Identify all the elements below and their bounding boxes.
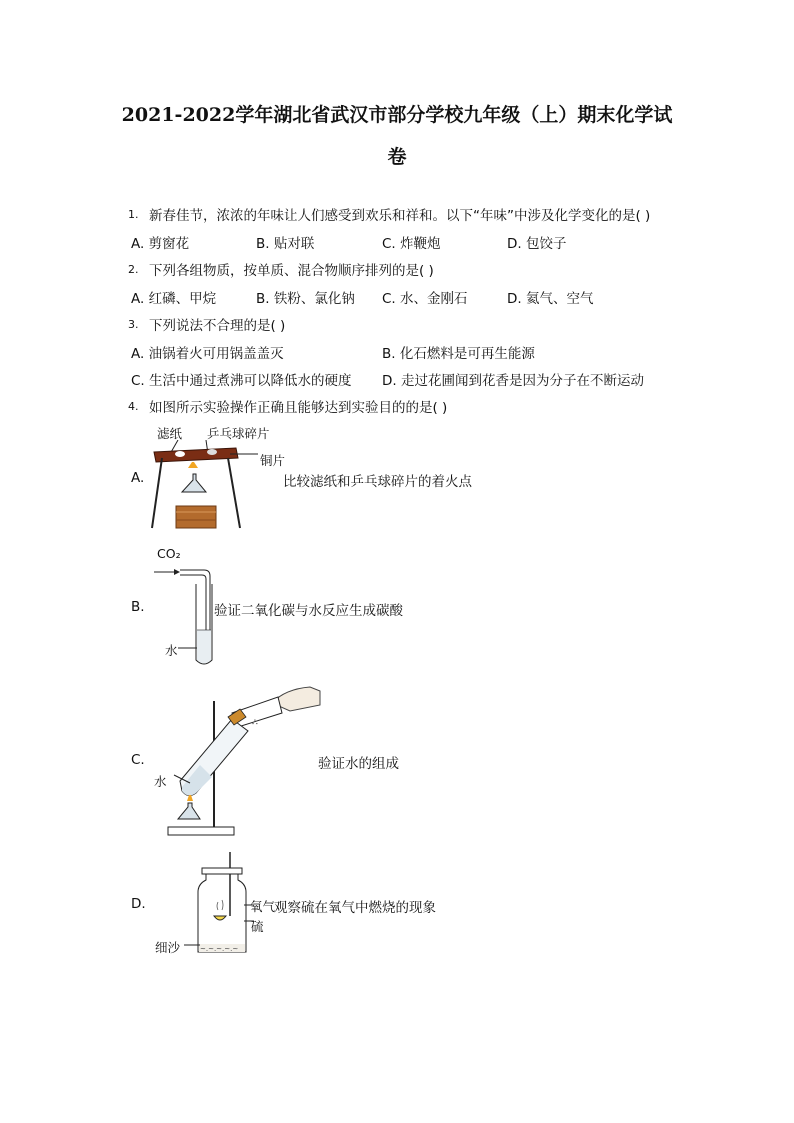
option-b: B. 铁粉、氯化钠 — [256, 291, 355, 307]
option-c-letter: C. — [131, 752, 145, 768]
option-d: D. 包饺子 — [507, 236, 567, 252]
option-b-desc: 验证二氧化碳与水反应生成碳酸 — [214, 603, 403, 619]
oxygen-label: 氧气 — [250, 899, 276, 914]
option-d-letter: D. — [131, 896, 146, 912]
option-a-letter: A. — [131, 470, 145, 486]
heating-water-diagram — [160, 683, 325, 839]
pingpong-label: 乒乓球碎片 — [207, 426, 270, 441]
question-number: 3. — [128, 318, 139, 331]
svg-text:∴: ∴ — [252, 718, 258, 728]
option-c: C. 水、金刚石 — [382, 291, 468, 307]
option-c-desc: 验证水的组成 — [318, 756, 399, 772]
option-a: A. 剪窗花 — [131, 236, 190, 252]
question-stem: 如图所示实验操作正确且能够达到实验目的的是( ) — [149, 400, 448, 416]
option-c: C. 炸鞭炮 — [382, 236, 441, 252]
title-line-2: 卷 — [387, 146, 407, 168]
svg-text:~.~.~.~.~: ~.~.~.~.~ — [200, 945, 239, 953]
sand-label: 细沙 — [155, 940, 181, 955]
question-number: 4. — [128, 400, 139, 413]
gas-bottle-diagram — [196, 852, 248, 956]
sulfur-label: 硫 — [251, 919, 264, 934]
water-label: 水 — [154, 774, 167, 789]
option-b: B. 化石燃料是可再生能源 — [382, 346, 535, 362]
copper-label: 铜片 — [260, 453, 286, 468]
sand-pointer-line — [184, 940, 200, 950]
filter-paper-label: 滤纸 — [157, 426, 183, 441]
question-number: 1. — [128, 208, 139, 221]
option-b: B. 贴对联 — [256, 236, 315, 252]
option-a-desc: 比较滤纸和乒乓球碎片的着火点 — [283, 474, 472, 490]
option-d: D. 走过花圃闻到花香是因为分子在不断运动 — [382, 373, 644, 389]
question-stem: 下列说法不合理的是( ) — [149, 318, 286, 334]
co2-label: CO₂ — [157, 546, 181, 561]
option-d: D. 氦气、空气 — [507, 291, 594, 307]
question-number: 2. — [128, 263, 139, 276]
question-stem: 下列各组物质，按单质、混合物顺序排列的是( ) — [149, 263, 434, 279]
copper-pointer-line — [230, 448, 260, 460]
option-b-letter: B. — [131, 599, 145, 615]
option-a: A. 油锅着火可用锅盖盖灭 — [131, 346, 284, 362]
option-a: A. 红磷、甲烷 — [131, 291, 217, 307]
question-stem: 新春佳节，浓浓的年味让人们感受到欢乐和祥和。以下“年味”中涉及化学变化的是( ) — [149, 208, 651, 224]
option-d-desc: 观察硫在氧气中燃烧的现象 — [274, 900, 436, 916]
title-line-1: 2021-2022学年湖北省武汉市部分学校九年级（上）期末化学试 — [121, 104, 673, 126]
option-c: C. 生活中通过煮沸可以降低水的硬度 — [131, 373, 352, 389]
water-label: 水 — [165, 643, 178, 658]
